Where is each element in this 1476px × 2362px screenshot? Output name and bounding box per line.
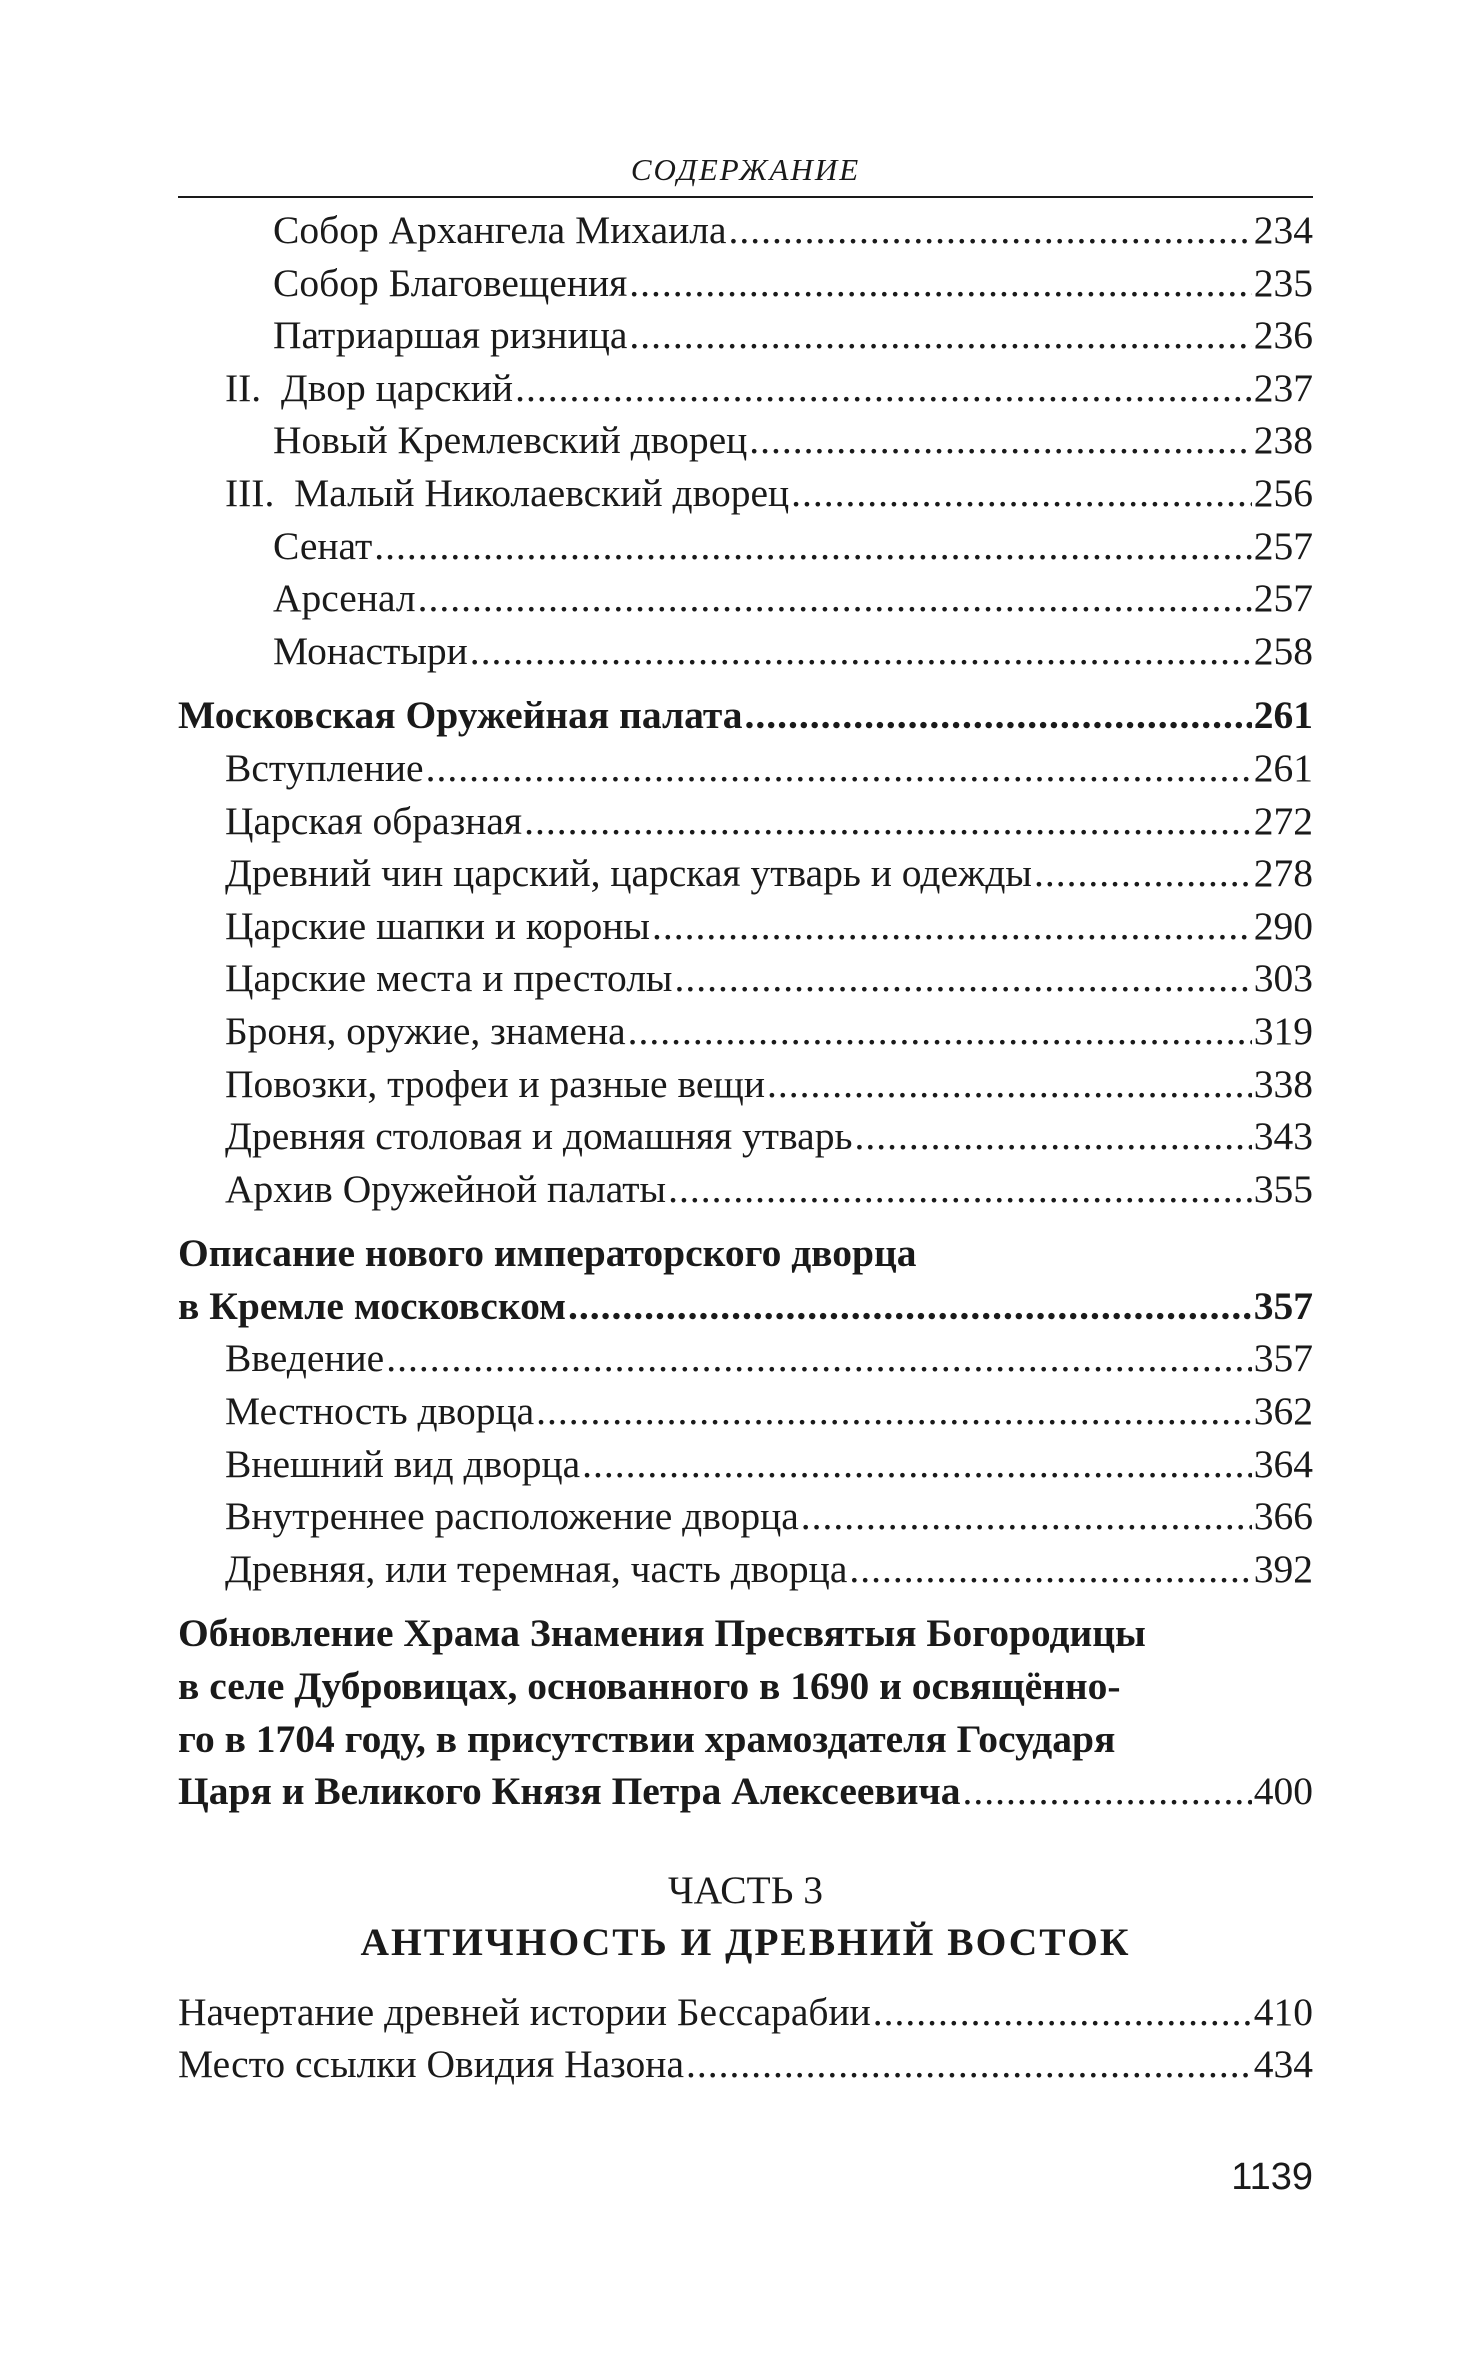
toc-entry-title: Собор Благовещения xyxy=(273,260,628,305)
running-header: СОДЕРЖАНИЕ xyxy=(178,150,1313,198)
toc-entry[interactable] xyxy=(178,1438,1313,1491)
toc-entry-title: Монастыри xyxy=(273,628,468,673)
toc-entry-page: 236 xyxy=(1253,313,1313,358)
toc-section-title: Московская Оружейная палата xyxy=(178,693,743,738)
toc-entry-title: Царские шапки и короны xyxy=(225,903,650,948)
leader-dots xyxy=(963,1765,1252,1818)
toc-entry-page: 235 xyxy=(1253,260,1313,305)
toc-entry-title: Внутреннее расположение дворца xyxy=(225,1494,799,1539)
leader-dots xyxy=(628,1005,1252,1058)
toc-entry-page: 258 xyxy=(1253,628,1313,673)
page-number: 1139 xyxy=(1231,2156,1313,2198)
toc-section-title: Царя и Великого Князя Петра Алексеевича xyxy=(178,1769,961,1814)
leader-dots xyxy=(652,900,1252,953)
toc-entry[interactable] xyxy=(178,257,1313,310)
leader-dots xyxy=(854,1110,1251,1163)
toc-entry[interactable] xyxy=(178,1058,1313,1111)
toc-entry-page: 234 xyxy=(1253,208,1313,252)
leader-dots xyxy=(745,689,1252,742)
leader-dots xyxy=(374,520,1251,573)
toc-entry[interactable] xyxy=(178,1986,1313,2039)
toc-entry-page: 319 xyxy=(1253,1008,1313,1053)
leader-dots xyxy=(470,625,1252,678)
leader-dots xyxy=(629,257,1251,310)
toc-entry[interactable] xyxy=(178,900,1313,953)
leader-dots xyxy=(1034,847,1252,900)
toc-entry[interactable] xyxy=(178,795,1313,848)
toc-entry-title: Внешний вид дворца xyxy=(225,1441,581,1486)
toc-entry[interactable] xyxy=(178,467,1313,520)
toc-entry-page: 261 xyxy=(1253,745,1313,790)
toc-entry[interactable] xyxy=(178,1385,1313,1438)
toc-entry-page: 366 xyxy=(1253,1494,1313,1539)
toc-section-temple-line3[interactable]: го в 1704 году, в присутствии храмоздателя Государя xyxy=(178,1716,1116,1761)
toc-entry-page: 357 xyxy=(1253,1336,1313,1381)
leader-dots xyxy=(686,2038,1252,2091)
toc-entry-page: 303 xyxy=(1253,956,1313,1001)
leader-dots xyxy=(791,467,1252,520)
toc-entry-title: Собор Архангела Михаила xyxy=(273,208,727,252)
toc-entry-title: Повозки, трофеи и разные вещи xyxy=(225,1061,765,1106)
toc-entry-title: Вступление xyxy=(225,745,424,790)
leader-dots xyxy=(873,1986,1252,2039)
toc-entry-title: Место ссылки Овидия Назона xyxy=(178,2042,684,2087)
toc-entry-title: Новый Кремлевский дворец xyxy=(273,418,748,463)
toc-entry-page: 238 xyxy=(1253,418,1313,463)
toc-entry-title: Местность дворца xyxy=(225,1389,535,1434)
toc-entry[interactable] xyxy=(178,847,1313,900)
toc-entry[interactable] xyxy=(178,1005,1313,1058)
toc-entry-page: 355 xyxy=(1253,1166,1313,1211)
toc-entry-page: 434 xyxy=(1253,2042,1313,2087)
toc-entry[interactable] xyxy=(178,1163,1313,1216)
toc-entry-title: Патриаршая ризница xyxy=(273,313,628,358)
toc-entry-page: 338 xyxy=(1253,1061,1313,1106)
toc-entry[interactable] xyxy=(178,572,1313,625)
toc-entry-page: 392 xyxy=(1253,1546,1313,1591)
toc-entry-title: III. Малый Николаевский дворец xyxy=(225,470,790,515)
toc-entry[interactable] xyxy=(178,1543,1313,1596)
leader-dots xyxy=(767,1058,1252,1111)
toc-section-palace[interactable] xyxy=(178,1280,1313,1333)
leader-dots xyxy=(515,362,1252,415)
toc-entry-title: Арсенал xyxy=(273,576,416,621)
toc-entry-page: 364 xyxy=(1253,1441,1313,1486)
leader-dots xyxy=(629,309,1251,362)
toc-entry-page: 362 xyxy=(1253,1389,1313,1434)
toc-entry-title: Царская образная xyxy=(225,798,523,843)
toc-entry-title: Начертание древней истории Бессарабии xyxy=(178,1989,871,2034)
toc-entry-title: Введение xyxy=(225,1336,385,1381)
toc-entry-title: Древний чин царский, царская утварь и одежды xyxy=(225,851,1032,896)
toc-entry-page: 257 xyxy=(1253,576,1313,621)
toc-section-page: 357 xyxy=(1253,1283,1313,1328)
leader-dots xyxy=(728,204,1251,257)
leader-dots xyxy=(418,572,1252,625)
toc-entry-title: Сенат xyxy=(273,523,373,568)
page-content xyxy=(178,150,1313,2091)
leader-dots xyxy=(582,1438,1252,1491)
toc-entry[interactable] xyxy=(178,742,1313,795)
part-title: АНТИЧНОСТЬ И ДРЕВНИЙ ВОСТОК xyxy=(360,1919,1131,1964)
toc-entry[interactable] xyxy=(178,2038,1313,2091)
toc-entry-page: 343 xyxy=(1253,1114,1313,1159)
toc-entry-title: Архив Оружейной палаты xyxy=(225,1166,667,1211)
toc-entry[interactable] xyxy=(178,625,1313,678)
toc-entry-page: 256 xyxy=(1253,470,1313,515)
leader-dots xyxy=(426,742,1252,795)
toc-entry[interactable] xyxy=(178,952,1313,1005)
leader-dots xyxy=(524,795,1252,848)
toc-section-armory[interactable] xyxy=(178,689,1313,742)
toc-entry[interactable] xyxy=(178,1490,1313,1543)
toc-entry[interactable] xyxy=(178,309,1313,362)
toc-entry-page: 237 xyxy=(1253,365,1313,410)
toc-entry[interactable] xyxy=(178,362,1313,415)
toc-section-title: в Кремле московском xyxy=(178,1283,566,1328)
toc-entry[interactable] xyxy=(178,1110,1313,1163)
leader-dots xyxy=(674,952,1251,1005)
toc-entry-title: Древняя, или теремная, часть дворца xyxy=(225,1546,848,1591)
toc-section-page: 261 xyxy=(1253,693,1313,738)
toc-entry-page: 257 xyxy=(1253,523,1313,568)
toc-entry-title: Древняя столовая и домашняя утварь xyxy=(225,1114,853,1159)
toc-entry-page: 290 xyxy=(1253,903,1313,948)
leader-dots xyxy=(668,1163,1252,1216)
toc-section-temple-line1[interactable]: Обновление Храма Знамения Пресвятыя Богородицы xyxy=(178,1611,1146,1656)
toc-section-temple[interactable] xyxy=(178,1765,1313,1818)
leader-dots xyxy=(536,1385,1252,1438)
toc-section-temple-line2[interactable]: в селе Дубровицах, основанного в 1690 и освящённо- xyxy=(178,1664,1121,1709)
toc-entry[interactable] xyxy=(178,520,1313,573)
leader-dots xyxy=(801,1490,1252,1543)
leader-dots xyxy=(849,1543,1251,1596)
leader-dots xyxy=(749,414,1251,467)
toc-entry-title: II. Двор царский xyxy=(225,365,514,410)
toc-entry[interactable] xyxy=(178,1332,1313,1385)
part-heading xyxy=(178,1864,1313,1968)
toc-entry-page: 278 xyxy=(1253,851,1313,896)
toc-section-palace-title-line1[interactable]: Описание нового императорского дворца xyxy=(178,1231,917,1276)
leader-dots xyxy=(386,1332,1252,1385)
leader-dots xyxy=(568,1280,1252,1333)
toc-entry-page: 272 xyxy=(1253,798,1313,843)
toc-entry-title: Броня, оружие, знамена xyxy=(225,1008,626,1053)
toc-entry-page: 410 xyxy=(1253,1989,1313,2034)
part-number: ЧАСТЬ 3 xyxy=(667,1867,823,1912)
toc-entry[interactable] xyxy=(178,414,1313,467)
toc-entry[interactable] xyxy=(178,204,1313,257)
table-of-contents xyxy=(178,204,1313,2091)
toc-section-page: 400 xyxy=(1253,1769,1313,1814)
toc-entry-title: Царские места и престолы xyxy=(225,956,673,1001)
